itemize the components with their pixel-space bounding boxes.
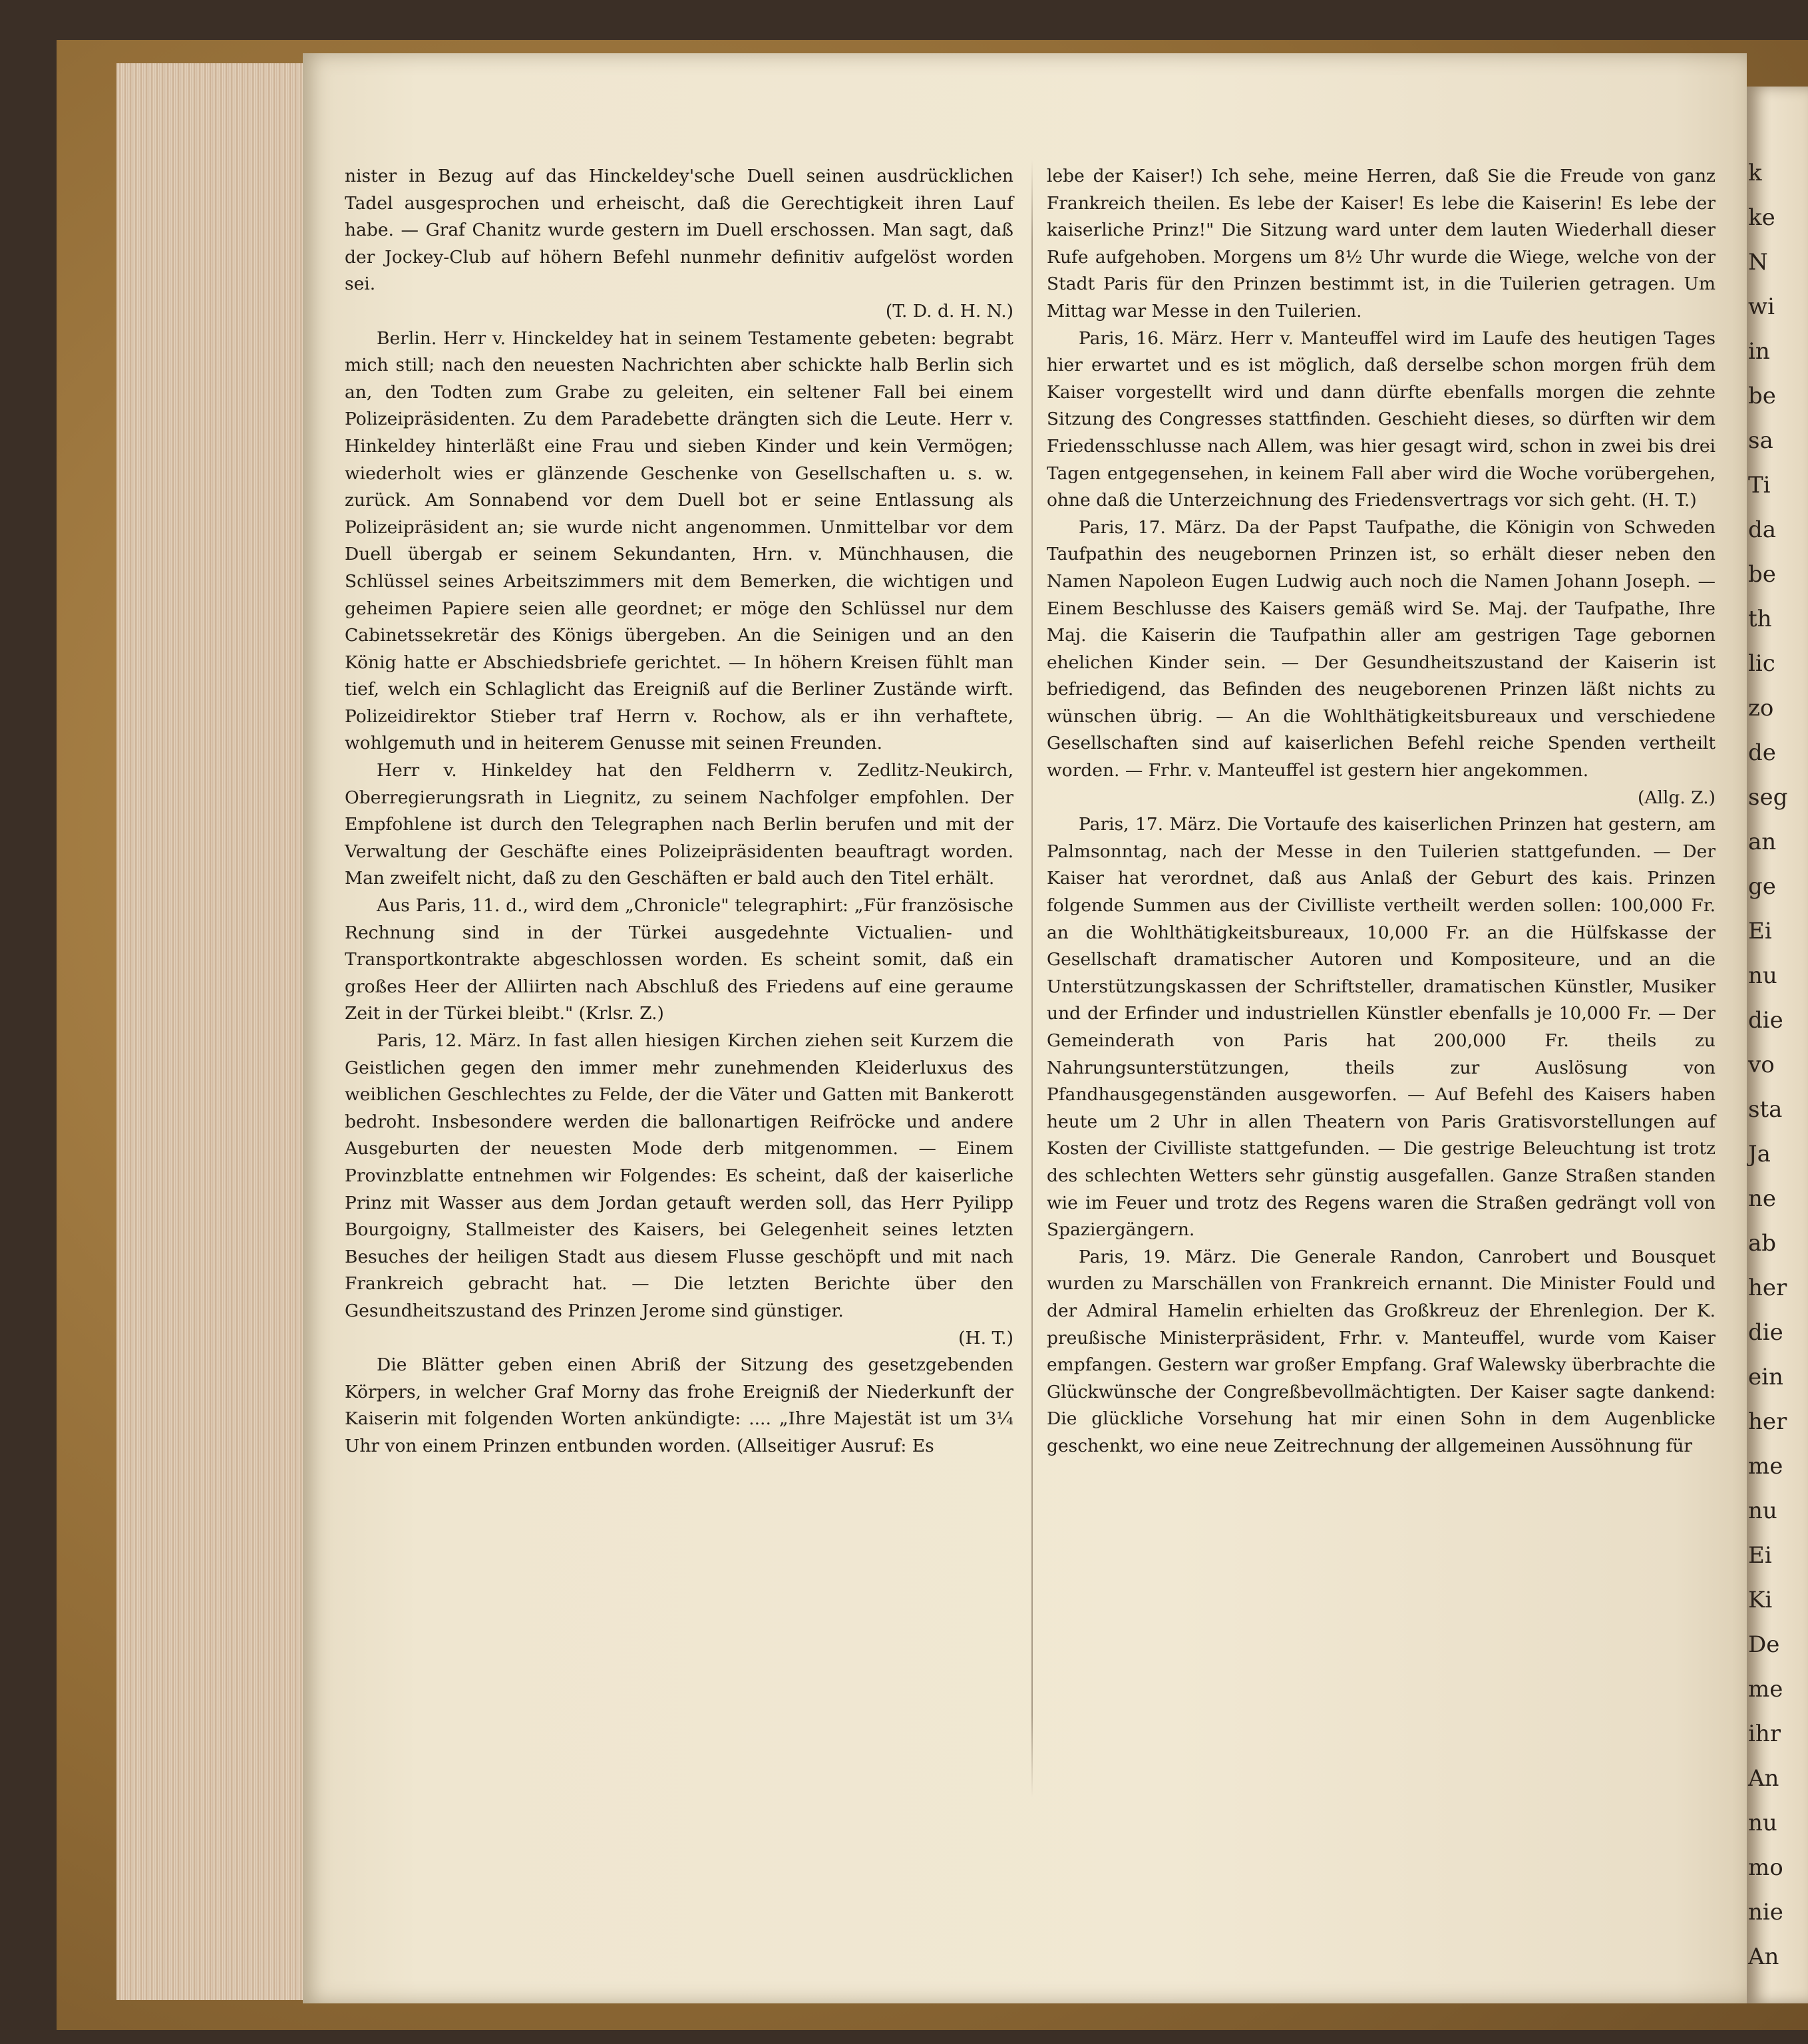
next-page-fragment: sa [1748, 427, 1773, 454]
article-paragraph: Herr v. Hinkeldey hat den Feldherrn v. Zedlitz-Neukirch, Oberregierungsrath in Liegnitz, zu seinem Nachfolger empfohlen. Der Empfohlene ist durch den Telegraphen nach Berlin berufen und mit der Verwaltung der Geschäfte eines Polizeipräsidenten beauftragt worden. Man zweifelt nicht, daß zu den Geschäften er bald auch den Titel erhält. [345, 760, 1013, 889]
next-page-fragment: nu [1748, 1810, 1777, 1836]
next-page-fragment: nie [1748, 1899, 1783, 1926]
article-paragraph: Paris, 16. März. Herr v. Manteuffel wird im Laufe des heutigen Tages hier erwartet und es ist möglich, daß derselbe schon morgen früh dem Kaiser vorgestellt wird und dann dürfte ebenfalls morgen die zehnte Sitzung des Congresses stattfinden. Geschieht dieses, so dürften wir dem Friedensschlusse nach Allem, was hier gesagt wird, schon in zwei bis drei Tagen entgegensehen, in keinem Fall aber wird die Woche vorübergehen, ohne daß die Unterzeichnung des Friedensvertrags vor sich geht. (H. T.) [1047, 327, 1716, 511]
right-column [1047, 163, 1716, 1460]
next-page-fragment: De [1748, 1631, 1780, 1658]
next-page-fragment: lic [1748, 650, 1775, 677]
next-page-edge [1747, 87, 1808, 2003]
page-edges [116, 63, 311, 2000]
next-page-fragment: me [1748, 1453, 1783, 1480]
next-page-fragment: Ei [1748, 918, 1772, 944]
article-paragraph: Paris, 17. März. Die Vortaufe des kaiserlichen Prinzen hat gestern, am Palmsonntag, nach der Messe in den Tuilerien stattgefunden. — Der Kaiser hat verordnet, daß aus Anlaß der Geburt des kais. Prinzen folgende Summen aus der Civilliste vertheilt werden sollen: 100,000 Fr. an die Wohlthätigkeitsbureaux, 10,000 Fr. an die Hülfskasse der Gesellschaft dramatischer Autoren und Kompositeure, und an die Unterstützungskassen der Schriftsteller, dramatischen Künstler, Musiker und der Erfinder und industriellen Künstler ebenfalls je 10,000 Fr. — Der Gemeinderath von Paris hat 200,000 Fr. theils zu Nahrungsunterstützungen, theils zur Auslösung von Pfandhausgegenständen ausgeworfen. — Auf Befehl des Kaisers haben heute um 2 Uhr in allen Theatern von Paris Gratisvorstellungen auf Kosten der Civilliste stattgefunden. — Die gestrige Beleuchtung ist trotz des schlechten Wetters sehr günstig ausgefallen. Ganze Straßen standen wie im Feuer und trotz des Regens waren die Straßen gedrängt voll von Spaziergängern. [1047, 814, 1716, 1241]
next-page-fragment: be [1748, 561, 1776, 588]
next-page-fragment: Ei [1748, 1542, 1772, 1569]
article-paragraph: Berlin. Herr v. Hinckeldey hat in seinem Testamente gebeten: begrabt mich still; nach den neuesten Nachrichten aber schickte halb Berlin sich an, den Todten zum Grabe zu geleiten, ein seltener Fall bei einem Polizeipräsidenten. Zu dem Paradebette drängten sich die Leute. Herr v. Hinkeldey hinterläßt eine Frau und sieben Kinder und kein Vermögen; wiederholt wies er glänzende Geschenke von Gesellschaften u. s. w. zurück. Am Sonnabend vor dem Duell bot er seine Entlassung als Polizeipräsident an; sie wurde nicht angenommen. Unmittelbar vor dem Duell übergab er seinem Sekundanten, Hrn. v. Münchhausen, die Schlüssel seines Arbeitszimmers mit dem Bemerken, die wichtigen und geheimen Papiere seien alle geordnet; er möge den Schlüssel nur dem Cabinetssekretär des Königs übergeben. An die Seinigen und an den König hatte er Abschiedsbriefe gerichtet. — In höhern Kreisen fühlt man tief, welch ein Schlaglicht das Ereigniß auf die Berliner Zustände wirft. Polizeidirektor Stieber traf Herrn v. Rochow, als er ihn verhaftete, wohlgemuth und in heiterem Genusse mit seinen Freunden. [345, 327, 1013, 754]
next-page-fragment: ke [1748, 204, 1775, 231]
article-paragraph: Aus Paris, 11. d., wird dem „Chronicle" telegraphirt: „Für französische Rechnung sind in der Türkei ausgedehnte Victualien- und Transportkontrakte abgeschlossen worden. Es scheint somit, daß ein großes Heer der Alliirten nach Abschluß des Friedens auf eine geraume Zeit in der Türkei bleibt." (Krlsr. Z.) [345, 895, 1013, 1024]
next-page-fragment: be [1748, 383, 1776, 409]
article-paragraph: lebe der Kaiser!) Ich sehe, meine Herren, daß Sie die Freude von ganz Frankreich theilen. Es lebe der Kaiser! Es lebe die Kaiserin! Es lebe der kaiserliche Prinz!" Die Sitzung ward unter dem lauten Wiederhall dieser Rufe aufgehoben. Morgens um 8½ Uhr wurde die Wiege, welche von der Stadt Paris für den Prinzen bestimmt ist, in die Tuilerien getragen. Um Mittag war Messe in den Tuilerien. [1047, 166, 1716, 321]
left-column [345, 163, 1013, 1460]
next-page-fragment: an [1748, 829, 1777, 855]
next-page-fragment: An [1748, 1943, 1779, 1970]
next-page-fragment: wi [1748, 294, 1775, 320]
next-page-fragment: zo [1748, 695, 1774, 721]
article-paragraph: Paris, 17. März. Da der Papst Taufpathe, die Königin von Schweden Taufpathin des neugebornen Prinzen ist, so erhält dieser neben den Namen Napoleon Eugen Ludwig auch noch die Namen Johann Joseph. — Einem Beschlusse des Kaisers gemäß wird Se. Maj. der Taufpathe, Ihre Maj. die Kaiserin die Taufpathin aller am gestrigen Tage gebornen ehelichen Kinder sein. — Der Gesundheitszustand der Kaiserin ist befriedigend, das Befinden des neugeborenen Prinzen läßt nichts zu wünschen übrig. — An die Wohlthätigkeitsbureaux und verschiedene Gesellschaften sind auf kaiserlichen Befehl reiche Spenden vertheilt worden. — Frhr. v. Manteuffel ist gestern hier angekommen. [1047, 516, 1716, 781]
article-paragraph: Die Blätter geben einen Abriß der Sitzung des gesetzgebenden Körpers, in welcher Graf Morny das frohe Ereigniß der Niederkunft der Kaiserin mit folgenden Worten ankündigte: .... „Ihre Majestät ist um 3¼ Uhr von einem Prinzen entbunden worden. (Allseitiger Ausruf: Es [345, 1354, 1013, 1456]
next-page-fragment: ihr [1748, 1721, 1781, 1747]
next-page-fragment: sta [1748, 1096, 1783, 1123]
next-page-fragment: N [1748, 249, 1768, 276]
next-page-fragment: An [1748, 1765, 1779, 1792]
next-page-fragment: ge [1748, 873, 1776, 900]
next-page-fragment: in [1748, 338, 1770, 365]
next-page-fragment: her [1748, 1275, 1787, 1301]
next-page-fragment: her [1748, 1408, 1787, 1435]
next-page-fragment: me [1748, 1676, 1783, 1703]
next-page-fragment: k [1748, 160, 1762, 186]
next-page-fragment: th [1748, 606, 1772, 632]
next-page-fragment: ne [1748, 1185, 1777, 1212]
article-paragraph: (Allg. Z.) [1638, 787, 1716, 808]
next-page-fragment: Ki [1748, 1587, 1773, 1613]
article-paragraph: (T. D. d. H. N.) [885, 300, 1013, 321]
next-page-fragment: die [1748, 1007, 1783, 1034]
next-page-fragment: ab [1748, 1230, 1777, 1257]
next-page-fragment: die [1748, 1319, 1783, 1346]
next-page-fragment: nu [1748, 962, 1777, 989]
article-paragraph: (H. T.) [958, 1327, 1013, 1348]
next-page-fragment: ein [1748, 1364, 1783, 1390]
column-divider [1031, 160, 1033, 1797]
next-page-fragment: vo [1748, 1052, 1775, 1078]
next-page-fragment: seg [1748, 784, 1788, 811]
article-paragraph: nister in Bezug auf das Hinckeldey'sche Duell seinen ausdrücklichen Tadel ausgesprochen und erheischt, daß die Gerechtigkeit ihren Lauf habe. — Graf Chanitz wurde gestern im Duell erschossen. Man sagt, daß der Jockey-Club auf höhern Befehl nunmehr definitiv aufgelöst worden sei. [345, 166, 1013, 295]
next-page-fragment: Ja [1748, 1141, 1771, 1167]
next-page-fragment: nu [1748, 1498, 1777, 1524]
next-page-fragment: da [1748, 516, 1777, 543]
next-page-fragment: mo [1748, 1854, 1783, 1881]
next-page-fragment: Ti [1748, 472, 1771, 499]
article-paragraph: Paris, 19. März. Die Generale Randon, Canrobert und Bousquet wurden zu Marschällen von Frankreich ernannt. Die Minister Fould und der Admiral Hamelin erhielten das Großkreuz der Ehrenlegion. Der K. preußische Ministerpräsident, Frhr. v. Manteuffel, wurde vom Kaiser empfangen. Gestern war großer Empfang. Graf Walewsky überbrachte die Glückwünsche der Congreßbevollmächtigten. Der Kaiser sagte dankend: Die glückliche Vorsehung hat mir einen Sohn in dem Augenblicke geschenkt, wo eine neue Zeitrechnung der allgemeinen Aussöhnung für [1047, 1246, 1716, 1456]
article-paragraph: Paris, 12. März. In fast allen hiesigen Kirchen ziehen seit Kurzem die Geistlichen gegen den immer mehr zunehmenden Kleiderluxus des weiblichen Geschlechtes zu Felde, der die Väter und Gatten mit Bankerott bedroht. Insbesondere werden die ballonartigen Reifröcke und andere Ausgeburten der neuesten Mode derb mitgenommen. — Einem Provinzblatte entnehmen wir Folgendes: Es scheint, daß der kaiserliche Prinz mit Wasser aus dem Jordan getauft werden soll, das Herr Pyilipp Bourgoigny, Stallmeister des Kaisers, bei Gelegenheit seines letzten Besuches der heiligen Stadt aus diesem Flusse geschöpft und mit nach Frankreich gebracht hat. — Die letzten Berichte über den Gesundheitszustand des Prinzen Jerome sind günstiger. [345, 1030, 1013, 1321]
next-page-fragment: de [1748, 739, 1776, 766]
